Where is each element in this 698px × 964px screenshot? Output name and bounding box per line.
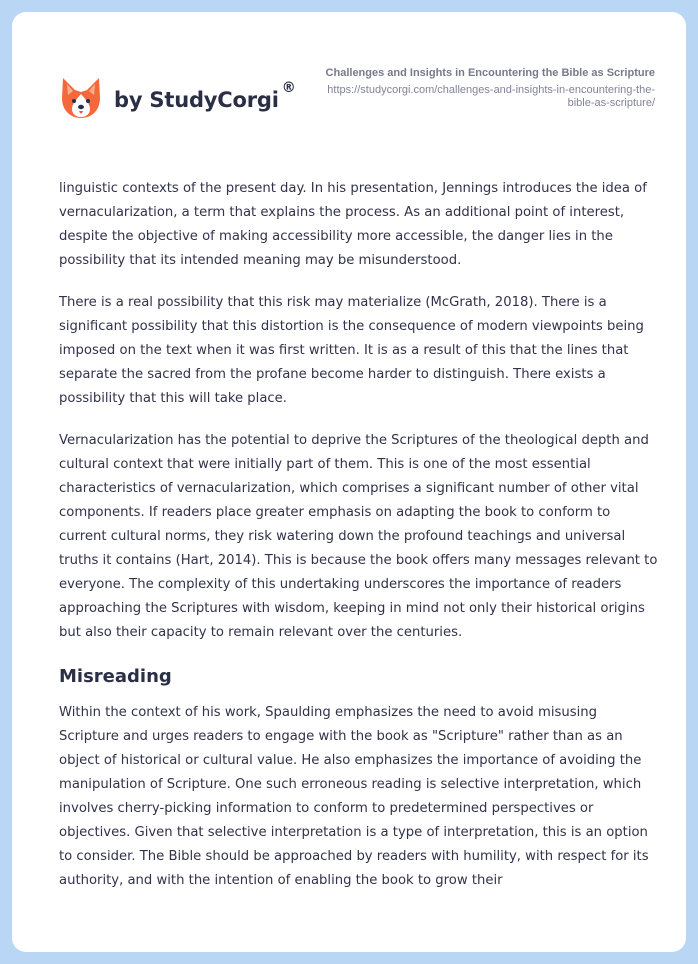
document-body — [59, 177, 659, 911]
section-heading: Misreading — [59, 666, 172, 687]
document-meta — [325, 66, 655, 110]
document-page — [12, 12, 686, 952]
body-paragraph: There is a real possibility that this risk may materialize (McGrath, 2018). There is a significant possibility that this distortion is the consequence of modern viewpoints being imposed on the text when it was first written. It is as a result of this that the lines that separate the sacred from the profane become harder to distinguish. There exists a possibility that this will take place. — [59, 295, 644, 406]
body-paragraph: Vernacularization has the potential to deprive the Scriptures of the theological depth and cultural context that were initially part of them. This is one of the most essential characteristics of vernacularization, which comprises a significant number of other vital components. If readers place greater emphasis on adapting the book to conform to current cultural norms, they risk watering down the profound teachings and universal truths it contains (Hart, 2014). This is because the book offers many messages relevant to everyone. The complexity of this undertaking underscores the importance of readers approaching the Scriptures with wisdom, keeping in mind not only their historical origins but also their capacity to remain relevant over the centuries. — [59, 433, 658, 640]
registered-mark: ® — [281, 80, 296, 96]
brand-name: by StudyCorgi — [114, 88, 279, 112]
body-paragraph: linguistic contexts of the present day. In his presentation, Jennings introduces the idea of vernacularization, a term that explains the process. As an additional point of interest, despite the objective of making accessibility more accessible, the danger lies in the possibility that its intended meaning may be misunderstood. — [59, 181, 647, 268]
document-title: Challenges and Insights in Encountering the Bible as Scripture — [325, 67, 655, 79]
page-header — [12, 12, 686, 162]
document-url[interactable]: https://studycorgi.com/challenges-and-insights-in-encountering-the-bible-as-scripture/ — [327, 84, 655, 109]
body-paragraph: Within the context of his work, Spaulding emphasizes the need to avoid misusing Scripture and urges readers to engage with the book as "Scripture" rather than as an object of historical or cultural value. He also emphasizes the importance of avoiding the manipulation of Scripture. One such erroneous reading is selective interpretation, which involves cherry-picking information to conform to predetermined perspectives or objectives. Given that selective interpretation is a type of interpretation, this is an option to consider. The Bible should be approached by readers with humility, with respect for its authority, and with the intention of enabling the book to grow their — [59, 705, 649, 888]
corgi-logo-icon — [60, 76, 102, 120]
brand-logo[interactable] — [60, 76, 296, 120]
